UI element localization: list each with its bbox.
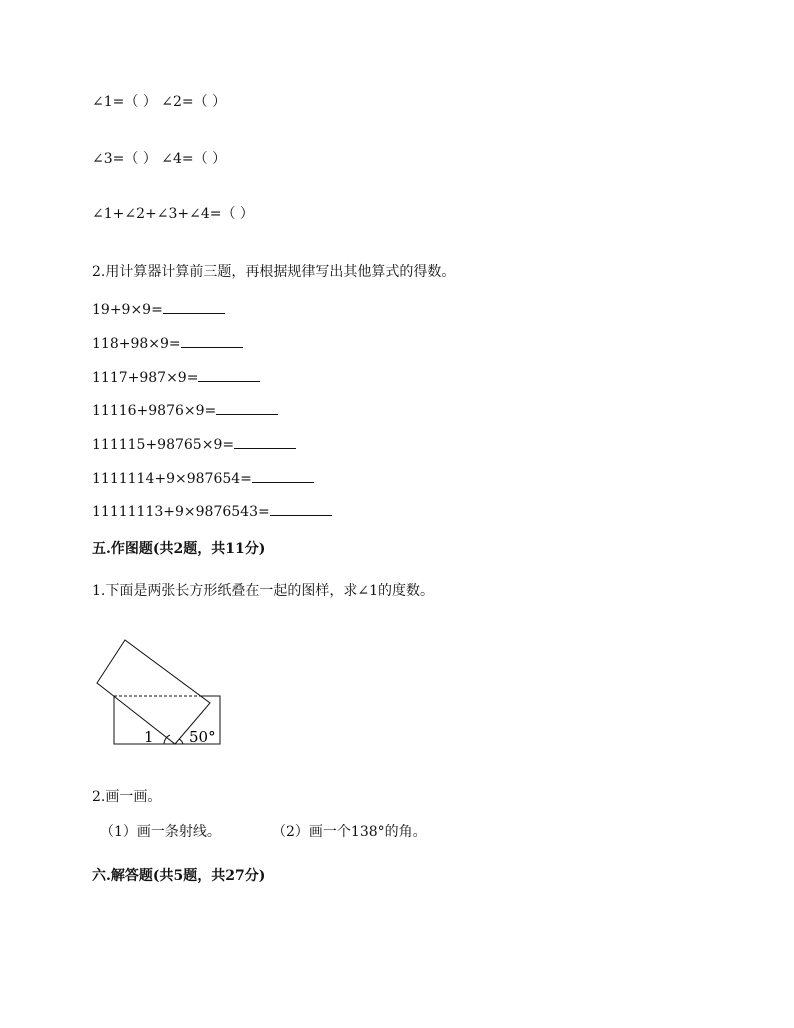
angle-sum-line: ∠1+∠2+∠3+∠4=（ ）: [92, 206, 254, 222]
section-5-question-1: 1.下面是两张长方形纸叠在一起的图样，求∠1的度数。: [92, 583, 434, 599]
calc-row-expression: 1117+987×9=: [92, 370, 199, 386]
answer-blank[interactable]: [198, 367, 260, 382]
calc-row-expression: 111115+98765×9=: [92, 437, 235, 453]
calc-row: [92, 400, 278, 421]
angle-blanks-line-1: ∠1=（ ） ∠2=（ ）: [92, 94, 227, 110]
calc-row-expression: 1111114+9×987654=: [92, 471, 252, 487]
calc-row: [92, 333, 243, 354]
section-5-question-2: 2.画一画。: [92, 789, 162, 805]
calc-row: [92, 434, 296, 455]
answer-blank[interactable]: [252, 468, 314, 483]
calc-question-title: 2.用计算器计算前三题，再根据规律写出其他算式的得数。: [92, 264, 456, 280]
calc-row-expression: 118+98×9=: [92, 336, 181, 352]
answer-blank[interactable]: [216, 400, 278, 415]
section-5-heading: 五.作图题(共2题，共11分): [92, 541, 266, 557]
answer-blank[interactable]: [181, 333, 243, 348]
angle-arc: [179, 739, 183, 744]
calc-row: [92, 367, 260, 388]
angle-1-label: 1: [144, 728, 154, 746]
section-6-heading: 六.解答题(共5题，共27分): [92, 868, 266, 884]
overlapping-rectangles-figure: [90, 632, 230, 750]
answer-blank[interactable]: [270, 501, 332, 516]
calc-row: [92, 501, 332, 522]
answer-blank[interactable]: [163, 299, 225, 314]
calc-row-expression: 11116+9876×9=: [92, 403, 217, 419]
calc-row: [92, 299, 225, 320]
calc-row-expression: 19+9×9=: [92, 302, 163, 318]
angle-blanks-line-2: ∠3=（ ） ∠4=（ ）: [92, 151, 227, 167]
calc-row: [92, 468, 314, 489]
question-2-part-2: （2）画一个138°的角。: [272, 824, 427, 840]
calc-row-expression: 11111113+9×9876543=: [92, 504, 270, 520]
angle-50-label: 50°: [189, 728, 216, 746]
answer-blank[interactable]: [234, 434, 296, 449]
question-2-part-1: （1）画一条射线。: [100, 824, 221, 840]
